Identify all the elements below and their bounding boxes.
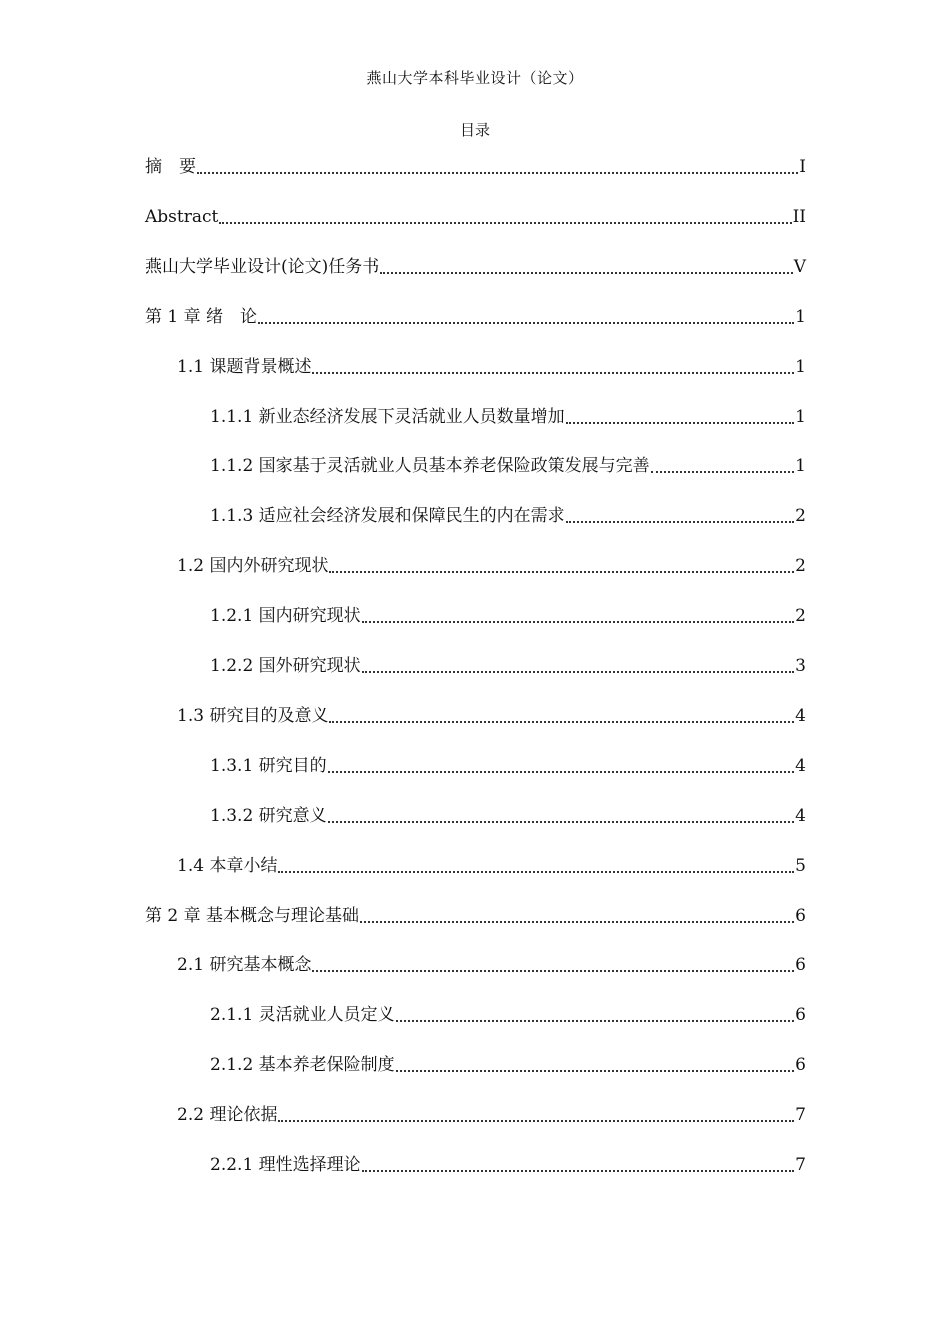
toc-entry[interactable] — [145, 148, 806, 178]
toc-entry-page: V — [793, 256, 806, 277]
dot-leader — [362, 670, 795, 673]
toc-entry-label: 1.3.2 研究意义 — [210, 805, 327, 826]
toc-entry-page: 7 — [795, 1155, 806, 1175]
toc-entry[interactable] — [210, 996, 806, 1026]
toc-entry-label: 1.1 课题背景概述 — [177, 356, 312, 377]
dot-leader — [312, 969, 794, 972]
dot-leader — [328, 770, 795, 773]
toc-entry[interactable] — [177, 547, 806, 577]
toc-entry[interactable] — [210, 447, 806, 477]
dot-leader — [360, 920, 794, 923]
dot-leader — [380, 271, 792, 274]
dot-leader — [278, 1119, 794, 1122]
dot-leader — [566, 421, 795, 424]
toc-entry[interactable] — [210, 647, 806, 677]
dot-leader — [329, 720, 794, 723]
toc-entry-label: 1.2.2 国外研究现状 — [210, 656, 361, 676]
dot-leader — [651, 470, 795, 473]
toc-entry-page: 1 — [795, 406, 806, 427]
toc-entry-label: 1.1.3 适应社会经济发展和保障民生的内在需求 — [210, 506, 565, 527]
toc-entry-page: 4 — [795, 705, 806, 726]
toc-entry-page: I — [799, 157, 806, 177]
toc-entry-label: Abstract — [145, 206, 219, 227]
toc-entry-page: 1 — [795, 356, 806, 377]
toc-entry-label: 第 2 章 基本概念与理论基础 — [145, 905, 360, 926]
toc-entry[interactable] — [145, 298, 806, 328]
page-header: 燕山大学本科毕业设计（论文） — [366, 69, 584, 87]
toc-entry-page: 6 — [795, 1005, 806, 1026]
toc-entry-label: 1.2 国内外研究现状 — [177, 556, 329, 577]
toc-entry[interactable] — [210, 747, 806, 777]
dot-leader — [197, 171, 798, 174]
toc-entry[interactable] — [210, 1146, 806, 1176]
toc-entry[interactable] — [177, 847, 806, 877]
toc-entry[interactable] — [177, 946, 806, 976]
toc-entry-label: 摘 要 — [145, 157, 196, 177]
dot-leader — [219, 221, 791, 224]
toc-entry[interactable] — [210, 398, 806, 428]
toc-entry-page: 4 — [795, 805, 806, 826]
toc-entry-label: 1.2.1 国内研究现状 — [210, 606, 361, 627]
toc-entry-label: 燕山大学毕业设计(论文)任务书 — [145, 256, 380, 277]
toc-entry-label: 2.1 研究基本概念 — [177, 955, 312, 976]
toc-entry-page: 1 — [795, 306, 806, 327]
dot-leader — [566, 520, 795, 523]
dot-leader — [362, 620, 795, 623]
toc-entry[interactable] — [177, 1096, 806, 1126]
toc-entry-page: 6 — [795, 905, 806, 926]
toc-entry-page: 6 — [795, 1055, 806, 1076]
toc-entry-label: 2.2.1 理性选择理论 — [210, 1155, 361, 1175]
dot-leader — [362, 1169, 795, 1172]
toc-entry-label: 1.1.2 国家基于灵活就业人员基本养老保险政策发展与完善 — [210, 456, 650, 477]
dot-leader — [328, 820, 795, 823]
dot-leader — [396, 1069, 795, 1072]
toc-entry[interactable] — [177, 697, 806, 727]
toc-entry-page: 6 — [795, 955, 806, 976]
toc-entry-page: 2 — [795, 556, 806, 577]
toc-entry-page: 2 — [795, 606, 806, 627]
toc-entry-page: II — [792, 206, 806, 227]
toc-entry[interactable] — [210, 597, 806, 627]
toc-entry-label: 2.1.2 基本养老保险制度 — [210, 1055, 395, 1076]
toc-entry[interactable] — [210, 1046, 806, 1076]
toc-entry-page: 3 — [795, 656, 806, 676]
toc-entry[interactable] — [145, 897, 806, 927]
toc-entry[interactable] — [145, 248, 806, 278]
toc-entry-page: 7 — [795, 1105, 806, 1126]
toc-title: 目录 — [459, 121, 490, 139]
toc-entry-label: 1.3 研究目的及意义 — [177, 705, 329, 726]
toc-entry-label: 2.1.1 灵活就业人员定义 — [210, 1005, 395, 1026]
toc-entry-label: 1.1.1 新业态经济发展下灵活就业人员数量增加 — [210, 406, 565, 427]
toc-entry[interactable] — [145, 198, 806, 228]
toc-entry-page: 4 — [795, 755, 806, 776]
dot-leader — [258, 321, 794, 324]
toc-entry-label: 1.4 本章小结 — [177, 855, 278, 876]
toc-entry-label: 2.2 理论依据 — [177, 1105, 278, 1126]
toc-entry-page: 5 — [795, 855, 806, 876]
dot-leader — [396, 1019, 795, 1022]
toc-entry-page: 1 — [795, 456, 806, 477]
toc-entry-label: 第 1 章 绪 论 — [145, 306, 258, 327]
dot-leader — [312, 371, 794, 374]
dot-leader — [278, 870, 794, 873]
toc-entry[interactable] — [210, 497, 806, 527]
toc-entry[interactable] — [177, 348, 806, 378]
dot-leader — [329, 570, 794, 573]
toc-entry[interactable] — [210, 797, 806, 827]
toc-entry-label: 1.3.1 研究目的 — [210, 755, 327, 776]
toc-entry-page: 2 — [795, 506, 806, 527]
